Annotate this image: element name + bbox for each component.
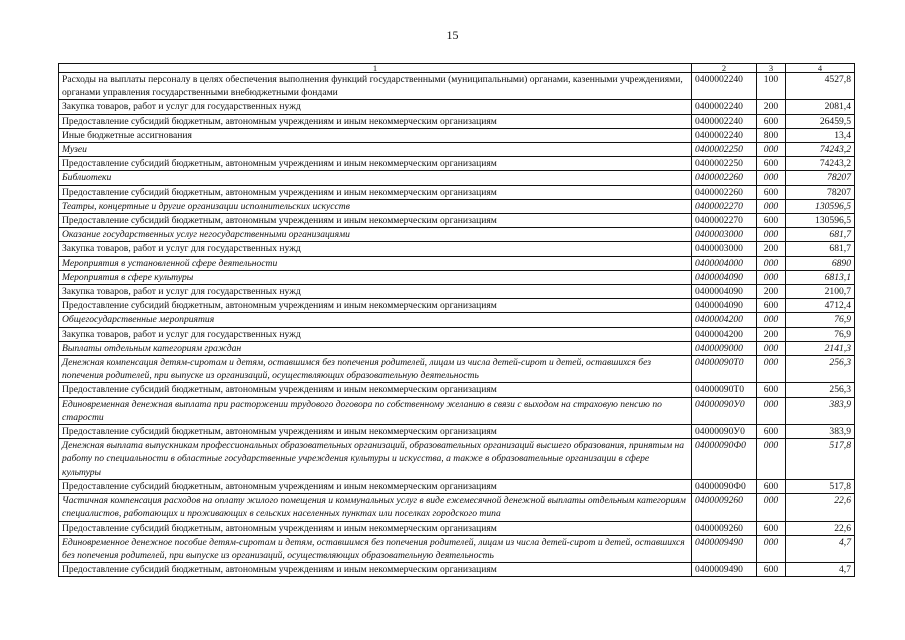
table-row bbox=[59, 425, 855, 439]
row-type-cell: 000 bbox=[757, 199, 786, 213]
row-type-cell: 000 bbox=[757, 171, 786, 185]
table-row bbox=[59, 185, 855, 199]
row-amount-cell: 130596,5 bbox=[786, 199, 855, 213]
row-code-cell: 0400004200 bbox=[692, 313, 757, 327]
table-row bbox=[59, 521, 855, 535]
row-name-cell: Расходы на выплаты персоналу в целях обеспечения выполнения функций государственными (муниципальными) органами, казенными учреждениями, органами управления государственными внебюджетными фондами bbox=[59, 73, 692, 100]
row-code-cell: 0400004000 bbox=[692, 256, 757, 270]
row-type-cell: 600 bbox=[757, 479, 786, 493]
table-row bbox=[59, 199, 855, 213]
row-amount-cell: 2141,3 bbox=[786, 341, 855, 355]
row-type-cell: 000 bbox=[757, 494, 786, 521]
header-cell-1: 1 bbox=[59, 64, 692, 73]
row-name-cell: Общегосударственные мероприятия bbox=[59, 313, 692, 327]
row-code-cell: 0400009260 bbox=[692, 521, 757, 535]
row-type-cell: 000 bbox=[757, 397, 786, 424]
row-type-cell: 600 bbox=[757, 114, 786, 128]
table-row bbox=[59, 327, 855, 341]
row-amount-cell: 256,3 bbox=[786, 383, 855, 397]
table-row bbox=[59, 356, 855, 383]
row-name-cell: Мероприятия в установленной сфере деятельности bbox=[59, 256, 692, 270]
row-code-cell: 04000090Т0 bbox=[692, 383, 757, 397]
row-name-cell: Единовременная денежная выплата при расторжении трудового договора по собственному желанию в связи с выходом на страховую пенсию по старости bbox=[59, 397, 692, 424]
row-name-cell: Закупка товаров, работ и услуг для государственных нужд bbox=[59, 327, 692, 341]
row-name-cell: Денежная компенсация детям-сиротам и детям, оставшимся без попечения родителей, лицам из числа детей-сирот и детей, оставшихся без попечения родителей, при выпуске из организаций, осуществляющих образовательную деятельность bbox=[59, 356, 692, 383]
row-name-cell: Мероприятия в сфере культуры bbox=[59, 270, 692, 284]
budget-table-body bbox=[59, 64, 855, 577]
row-amount-cell: 517,8 bbox=[786, 479, 855, 493]
row-amount-cell: 681,7 bbox=[786, 242, 855, 256]
table-row bbox=[59, 228, 855, 242]
row-type-cell: 800 bbox=[757, 128, 786, 142]
table-header-row bbox=[59, 64, 855, 73]
row-type-cell: 000 bbox=[757, 143, 786, 157]
row-amount-cell: 383,9 bbox=[786, 397, 855, 424]
row-name-cell: Иные бюджетные ассигнования bbox=[59, 128, 692, 142]
table-row bbox=[59, 242, 855, 256]
header-cell-4: 4 bbox=[786, 64, 855, 73]
row-amount-cell: 74243,2 bbox=[786, 143, 855, 157]
row-amount-cell: 4527,8 bbox=[786, 73, 855, 100]
row-type-cell: 200 bbox=[757, 242, 786, 256]
row-code-cell: 0400002240 bbox=[692, 73, 757, 100]
row-code-cell: 0400002250 bbox=[692, 157, 757, 171]
row-name-cell: Предоставление субсидий бюджетным, автономным учреждениям и иным некоммерческим организациям bbox=[59, 114, 692, 128]
row-amount-cell: 4,7 bbox=[786, 535, 855, 562]
table-row bbox=[59, 171, 855, 185]
row-type-cell: 600 bbox=[757, 185, 786, 199]
row-type-cell: 200 bbox=[757, 285, 786, 299]
row-type-cell: 600 bbox=[757, 425, 786, 439]
row-amount-cell: 256,3 bbox=[786, 356, 855, 383]
table-row bbox=[59, 313, 855, 327]
table-row bbox=[59, 494, 855, 521]
table-row bbox=[59, 256, 855, 270]
row-name-cell: Предоставление субсидий бюджетным, автономным учреждениям и иным некоммерческим организациям bbox=[59, 383, 692, 397]
row-amount-cell: 130596,5 bbox=[786, 214, 855, 228]
table-row bbox=[59, 157, 855, 171]
row-name-cell: Предоставление субсидий бюджетным, автономным учреждениям и иным некоммерческим организациям bbox=[59, 185, 692, 199]
row-name-cell: Предоставление субсидий бюджетным, автономным учреждениям и иным некоммерческим организациям bbox=[59, 299, 692, 313]
row-amount-cell: 383,9 bbox=[786, 425, 855, 439]
row-code-cell: 0400009000 bbox=[692, 341, 757, 355]
row-name-cell: Оказание государственных услуг негосударственными организациями bbox=[59, 228, 692, 242]
row-code-cell: 0400002270 bbox=[692, 199, 757, 213]
row-amount-cell: 76,9 bbox=[786, 313, 855, 327]
row-type-cell: 000 bbox=[757, 313, 786, 327]
row-name-cell: Предоставление субсидий бюджетным, автономным учреждениям и иным некоммерческим организациям bbox=[59, 425, 692, 439]
row-name-cell: Предоставление субсидий бюджетным, автономным учреждениям и иным некоммерческим организациям bbox=[59, 157, 692, 171]
row-name-cell: Музеи bbox=[59, 143, 692, 157]
row-code-cell: 0400002260 bbox=[692, 185, 757, 199]
table-row bbox=[59, 341, 855, 355]
row-type-cell: 200 bbox=[757, 327, 786, 341]
table-row bbox=[59, 299, 855, 313]
row-code-cell: 0400002260 bbox=[692, 171, 757, 185]
row-amount-cell: 78207 bbox=[786, 171, 855, 185]
row-code-cell: 04000090У0 bbox=[692, 397, 757, 424]
row-amount-cell: 26459,5 bbox=[786, 114, 855, 128]
row-code-cell: 0400002240 bbox=[692, 128, 757, 142]
row-code-cell: 0400003000 bbox=[692, 228, 757, 242]
table-row bbox=[59, 270, 855, 284]
row-code-cell: 04000090Ф0 bbox=[692, 479, 757, 493]
row-code-cell: 0400002270 bbox=[692, 214, 757, 228]
row-amount-cell: 6890 bbox=[786, 256, 855, 270]
table-row bbox=[59, 214, 855, 228]
row-type-cell: 600 bbox=[757, 157, 786, 171]
row-amount-cell: 4,7 bbox=[786, 563, 855, 577]
table-row bbox=[59, 114, 855, 128]
row-code-cell: 0400009260 bbox=[692, 494, 757, 521]
row-name-cell: Частичная компенсация расходов на оплату жилого помещения и коммунальных услуг в виде ежемесячной денежной выплаты отдельным категориям специалистов, работающих и проживающих в сельских населенных пунктах или поселках городского типа bbox=[59, 494, 692, 521]
row-code-cell: 0400004200 bbox=[692, 327, 757, 341]
row-type-cell: 600 bbox=[757, 521, 786, 535]
table-row bbox=[59, 143, 855, 157]
row-type-cell: 000 bbox=[757, 356, 786, 383]
row-amount-cell: 2081,4 bbox=[786, 100, 855, 114]
header-cell-3: 3 bbox=[757, 64, 786, 73]
row-code-cell: 0400002240 bbox=[692, 114, 757, 128]
page-number: 15 bbox=[446, 28, 459, 42]
row-amount-cell: 22,6 bbox=[786, 521, 855, 535]
row-name-cell: Библиотеки bbox=[59, 171, 692, 185]
table-row bbox=[59, 73, 855, 100]
row-amount-cell: 13,4 bbox=[786, 128, 855, 142]
row-name-cell: Закупка товаров, работ и услуг для государственных нужд bbox=[59, 242, 692, 256]
row-amount-cell: 78207 bbox=[786, 185, 855, 199]
header-cell-2: 2 bbox=[692, 64, 757, 73]
table-row bbox=[59, 128, 855, 142]
row-type-cell: 600 bbox=[757, 299, 786, 313]
row-code-cell: 04000090У0 bbox=[692, 425, 757, 439]
budget-table bbox=[58, 63, 855, 577]
row-amount-cell: 4712,4 bbox=[786, 299, 855, 313]
row-code-cell: 0400002250 bbox=[692, 143, 757, 157]
row-code-cell: 0400004090 bbox=[692, 299, 757, 313]
row-name-cell: Предоставление субсидий бюджетным, автономным учреждениям и иным некоммерческим организациям bbox=[59, 214, 692, 228]
row-code-cell: 0400009490 bbox=[692, 563, 757, 577]
row-name-cell: Театры, концертные и другие организации исполнительских искусств bbox=[59, 199, 692, 213]
row-name-cell: Выплаты отдельным категориям граждан bbox=[59, 341, 692, 355]
row-name-cell: Предоставление субсидий бюджетным, автономным учреждениям и иным некоммерческим организациям bbox=[59, 563, 692, 577]
row-amount-cell: 76,9 bbox=[786, 327, 855, 341]
row-amount-cell: 22,6 bbox=[786, 494, 855, 521]
row-code-cell: 0400002240 bbox=[692, 100, 757, 114]
row-code-cell: 0400004090 bbox=[692, 270, 757, 284]
row-type-cell: 000 bbox=[757, 256, 786, 270]
row-type-cell: 600 bbox=[757, 563, 786, 577]
row-type-cell: 200 bbox=[757, 100, 786, 114]
row-name-cell: Денежная выплата выпускникам профессиональных образовательных организаций, образовательных организаций высшего образования, принятым на работу по специальности в областные государственные учреждения культуры и искусства, а также в образовательные организации в сфере культуры bbox=[59, 439, 692, 480]
row-name-cell: Предоставление субсидий бюджетным, автономным учреждениям и иным некоммерческим организациям bbox=[59, 479, 692, 493]
row-name-cell: Единовременное денежное пособие детям-сиротам и детям, оставшимся без попечения родителей, лицам из числа детей-сирот и детей, оставшихся без попечения родителей, при выпуске из организаций, осуществляющих образовательную деятельность bbox=[59, 535, 692, 562]
table-row bbox=[59, 535, 855, 562]
row-type-cell: 000 bbox=[757, 439, 786, 480]
row-type-cell: 000 bbox=[757, 270, 786, 284]
table-row bbox=[59, 397, 855, 424]
table-row bbox=[59, 439, 855, 480]
row-code-cell: 0400003000 bbox=[692, 242, 757, 256]
table-row bbox=[59, 479, 855, 493]
row-code-cell: 04000090Т0 bbox=[692, 356, 757, 383]
row-type-cell: 100 bbox=[757, 73, 786, 100]
row-type-cell: 000 bbox=[757, 535, 786, 562]
row-amount-cell: 517,8 bbox=[786, 439, 855, 480]
row-amount-cell: 2100,7 bbox=[786, 285, 855, 299]
row-code-cell: 04000090Ф0 bbox=[692, 439, 757, 480]
row-name-cell: Закупка товаров, работ и услуг для государственных нужд bbox=[59, 100, 692, 114]
row-type-cell: 600 bbox=[757, 214, 786, 228]
row-amount-cell: 6813,1 bbox=[786, 270, 855, 284]
row-code-cell: 0400004090 bbox=[692, 285, 757, 299]
table-row bbox=[59, 383, 855, 397]
row-amount-cell: 681,7 bbox=[786, 228, 855, 242]
row-name-cell: Предоставление субсидий бюджетным, автономным учреждениям и иным некоммерческим организациям bbox=[59, 521, 692, 535]
row-type-cell: 000 bbox=[757, 228, 786, 242]
table-row bbox=[59, 563, 855, 577]
table-row bbox=[59, 285, 855, 299]
row-code-cell: 0400009490 bbox=[692, 535, 757, 562]
row-name-cell: Закупка товаров, работ и услуг для государственных нужд bbox=[59, 285, 692, 299]
row-type-cell: 000 bbox=[757, 341, 786, 355]
row-amount-cell: 74243,2 bbox=[786, 157, 855, 171]
table-row bbox=[59, 100, 855, 114]
row-type-cell: 600 bbox=[757, 383, 786, 397]
